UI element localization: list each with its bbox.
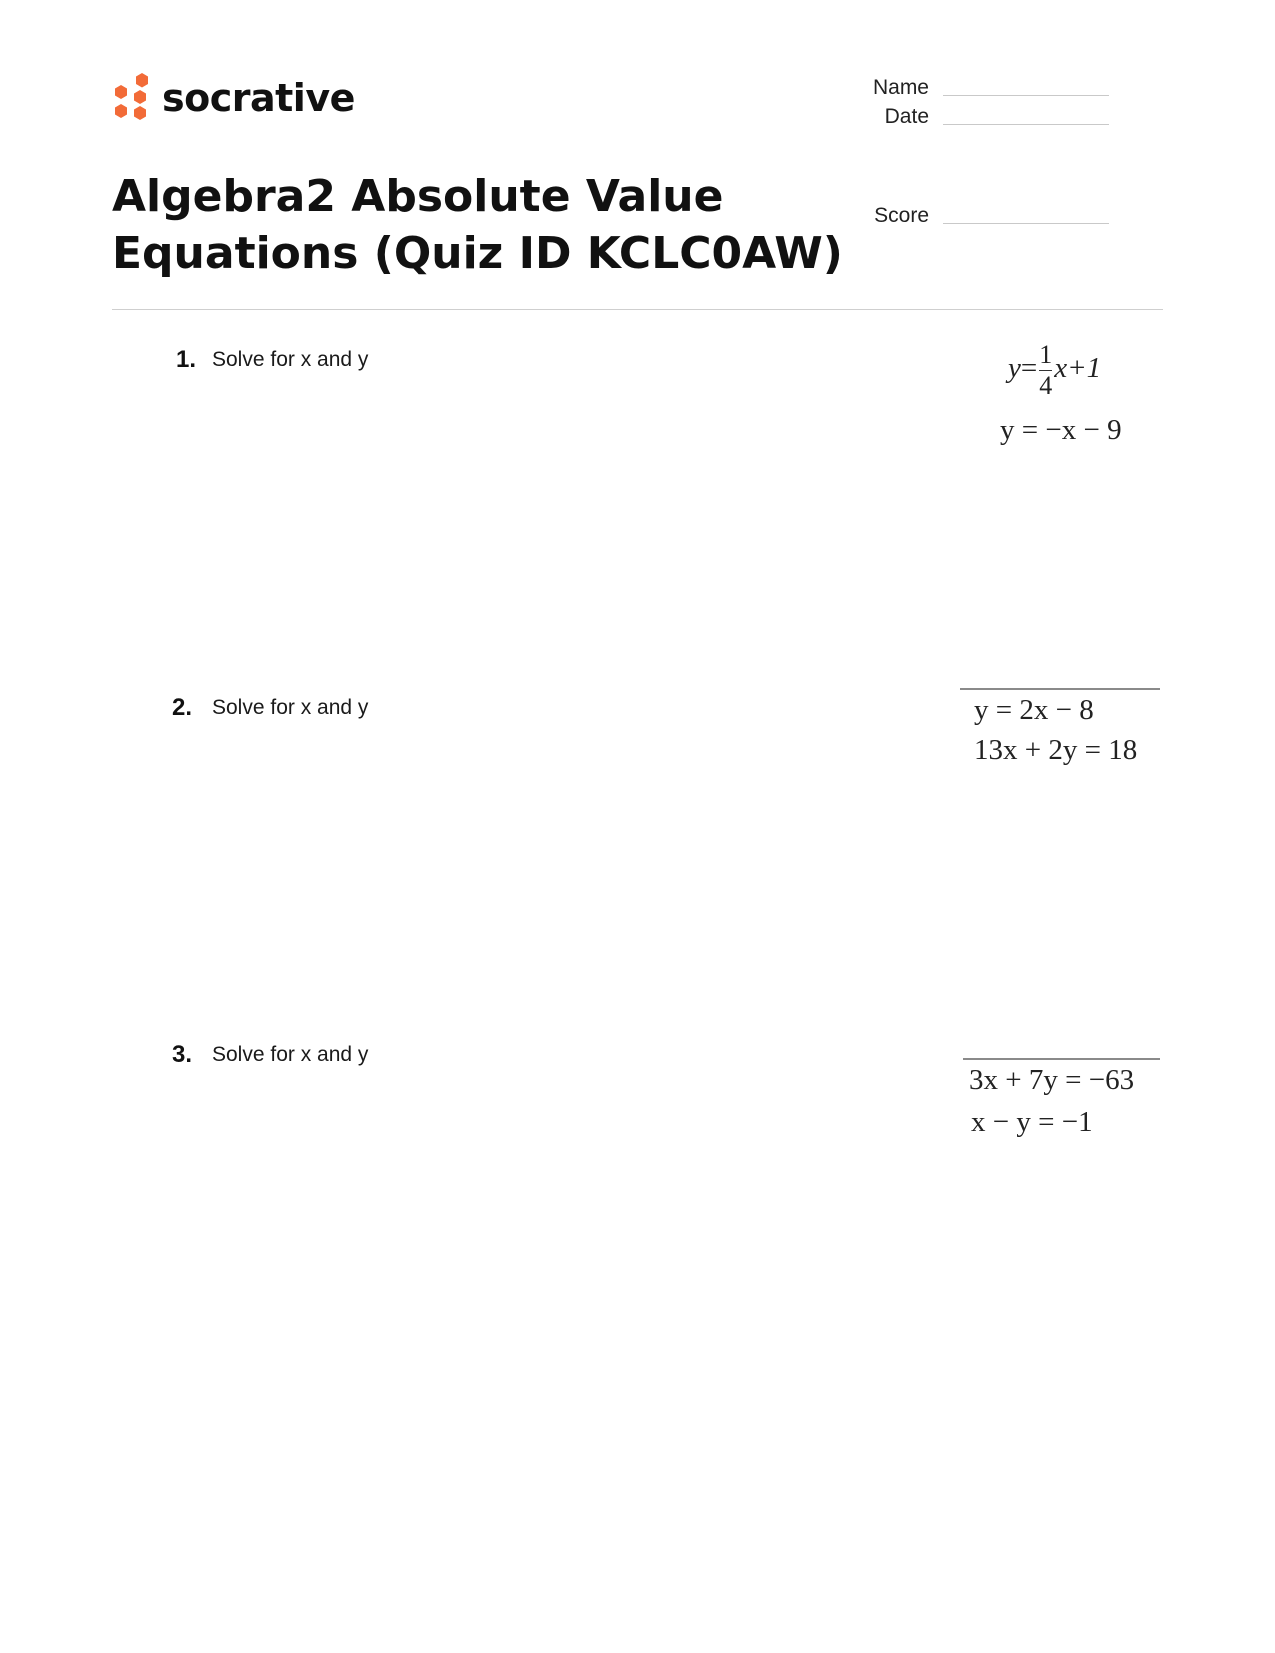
question-number: 2. bbox=[172, 694, 193, 721]
equation-image-2 bbox=[960, 688, 1160, 784]
question-prompt: Solve for x and y bbox=[212, 1043, 369, 1066]
equation-2b: 13x + 2y = 18 bbox=[974, 734, 1138, 766]
question-prompt: Solve for x and y bbox=[212, 348, 369, 371]
image-top-border bbox=[960, 688, 1160, 690]
date-line[interactable] bbox=[943, 124, 1109, 125]
image-top-border bbox=[963, 1058, 1160, 1060]
logo-wordmark: socrative bbox=[162, 76, 355, 120]
equation-1b: y = −x − 9 bbox=[1000, 414, 1122, 446]
question-number: 1. bbox=[176, 346, 197, 373]
socrative-hexagons-logo-icon bbox=[112, 73, 150, 123]
quiz-title: Algebra2 Absolute Value Equations (Quiz ID KCLC0AW) bbox=[112, 171, 843, 279]
equation-image-3 bbox=[963, 1058, 1160, 1154]
question-prompt: Solve for x and y bbox=[212, 696, 369, 719]
date-field[interactable] bbox=[829, 105, 1109, 129]
header-divider bbox=[112, 309, 1163, 310]
name-line[interactable] bbox=[943, 95, 1109, 96]
score-line[interactable] bbox=[943, 223, 1109, 224]
equation-3b: x − y = −1 bbox=[971, 1106, 1093, 1138]
socrative-logo bbox=[112, 72, 355, 124]
question-number: 3. bbox=[172, 1041, 193, 1068]
name-label: Name bbox=[872, 76, 929, 99]
equation-image-1 bbox=[1000, 340, 1160, 446]
date-label: Date bbox=[884, 105, 929, 128]
fraction: $\frac{1}{4}$ bbox=[1039, 340, 1053, 400]
name-field[interactable] bbox=[829, 76, 1109, 100]
score-label: Score bbox=[874, 204, 929, 227]
equation-1a: y= $\frac{1}{4}$ x+1 bbox=[1008, 340, 1102, 400]
equation-3a: 3x + 7y = −63 bbox=[969, 1064, 1135, 1096]
equation-2a: y = 2x − 8 bbox=[974, 694, 1094, 726]
